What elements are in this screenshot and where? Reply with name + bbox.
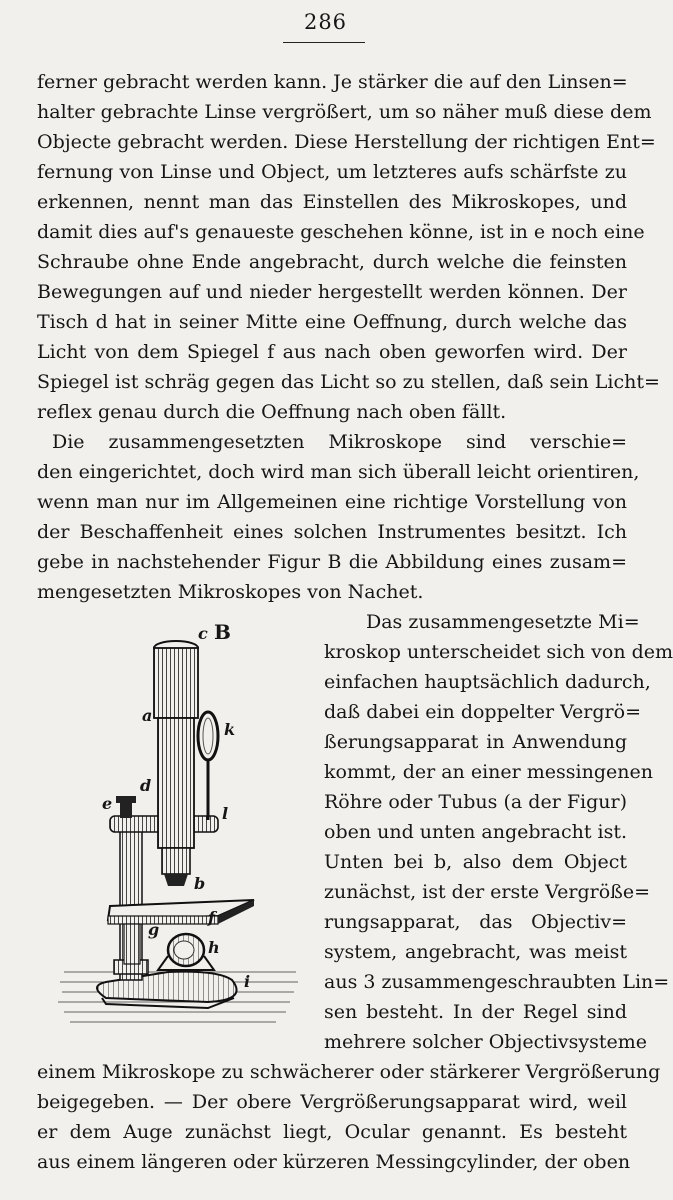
side-line: kommt, der an einer messingenen [324,761,653,783]
body-line: reflex genau durch die Oeffnung nach oben fällt. [37,401,507,423]
label-h: h [208,938,220,957]
side-line: system, angebracht, was meist [324,941,627,963]
side-line: rungsapparat, das Objectiv= [324,911,627,933]
label-a: a [142,706,153,725]
body-line: Schraube ohne Ende angebracht, durch welche die feinsten [37,251,627,273]
body-line: mengesetzten Mikroskopes von Nachet. [37,581,424,603]
label-l: l [222,804,229,823]
side-line: Das zusammengesetzte Mi= [366,611,640,633]
body-line: erkennen, nennt man das Einstellen des Mikroskopes, und [37,191,627,213]
body-line: damit dies auf's genaueste geschehen könne, ist in e noch eine [37,221,645,243]
microscope-engraving [58,620,306,1040]
side-line: Unten bei b, also dem Object [324,851,627,873]
label-i: i [244,972,251,991]
side-line: einfachen hauptsächlich dadurch, [324,671,651,693]
label-k: k [224,720,236,739]
body-line: einem Mikroskope zu schwächerer oder stärkerer Vergrößerung [37,1061,661,1083]
microscope-base [97,972,237,1002]
side-line: ßerungsapparat in Anwendung [324,731,627,753]
label-e: e [102,794,113,813]
body-line: fernung von Linse und Object, um letzteres aufs schärfste zu [37,161,627,183]
side-line: kroskop unterscheidet sich von dem [324,641,673,663]
side-line: mehrere solcher Objectivsysteme [324,1031,648,1053]
body-line: der Beschaffenheit eines solchen Instrumentes besitzt. Ich [37,521,627,543]
microscope-tube [154,648,198,718]
body-line: Objecte gebracht werden. Diese Herstellung der richtigen Ent= [37,131,656,153]
body-line: Bewegungen auf und nieder hergestellt werden können. Der [37,281,627,303]
side-line: oben und unten angebracht ist. [324,821,628,843]
side-line: zunächst, ist der erste Vergröße= [324,881,651,903]
body-line: gebe in nachstehender Figur B die Abbildung eines zusam= [37,551,627,573]
microscope-figure [58,620,306,1040]
side-line: daß dabei ein doppelter Vergrö= [324,701,641,723]
body-line: er dem Auge zunächst liegt, Ocular genannt. Es besteht [37,1121,627,1143]
label-b: b [194,874,206,893]
page-number-rule [283,42,365,43]
label-d: d [140,776,152,795]
label-c: c [198,624,208,643]
magnifier-lens [198,712,218,760]
body-line: Licht von dem Spiegel f aus nach oben geworfen wird. Der [37,341,627,363]
page-number: 286 [303,10,348,34]
body-line: ferner gebracht werden kann. Je stärker die auf den Linsen= [37,71,628,93]
side-line: aus 3 zusammengeschraubten Lin= [324,971,670,993]
body-line: halter gebrachte Linse vergrößert, um so näher muß diese dem [37,101,652,123]
body-line: Tisch d hat in seiner Mitte eine Oeffnung, durch welche das [37,311,627,333]
body-line: den eingerichtet, doch wird man sich überall leicht orientiren, [37,461,640,483]
label-g: g [148,920,160,939]
body-line: wenn man nur im Allgemeinen eine richtige Vorstellung von [37,491,627,513]
body-line: Die zusammengesetzten Mikroskope sind verschie= [52,431,627,453]
body-line: Spiegel ist schräg gegen das Licht so zu stellen, daß sein Licht= [37,371,660,393]
side-line: sen besteht. In der Regel sind [324,1001,627,1023]
side-line: Röhre oder Tubus (a der Figur) [324,791,627,813]
label-f: f [208,908,215,927]
body-line: beigegeben. — Der obere Vergrößerungsapparat wird, weil [37,1091,627,1113]
label-B: B [214,620,231,644]
body-line: aus einem längeren oder kürzeren Messingcylinder, der oben [37,1151,631,1173]
